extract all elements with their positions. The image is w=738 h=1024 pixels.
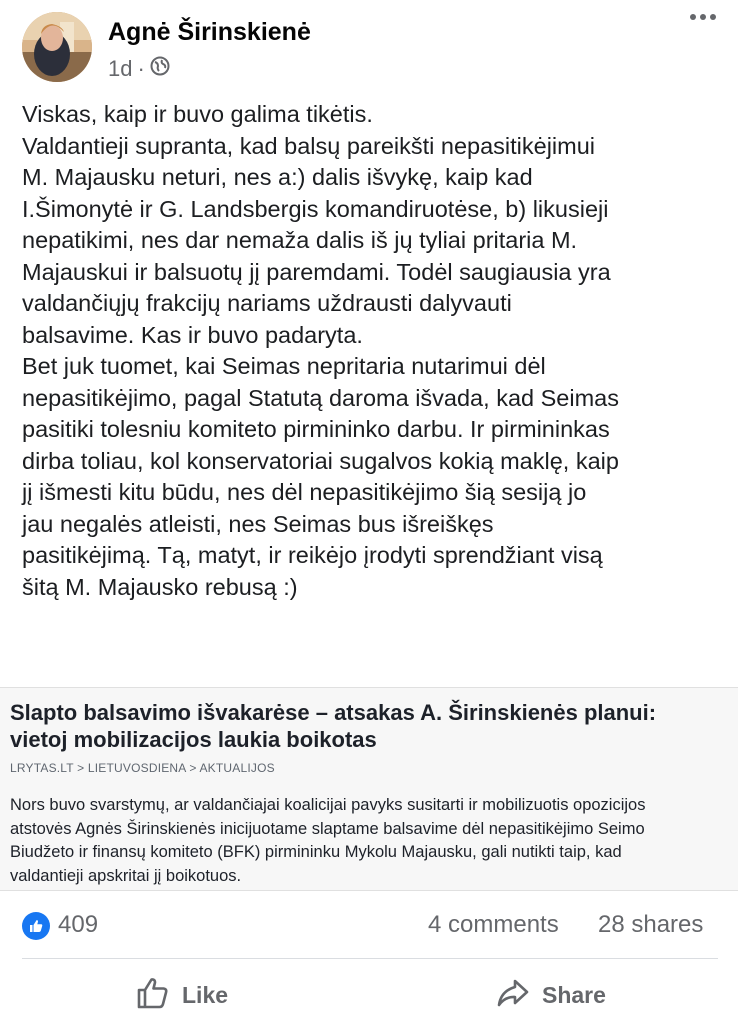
post-text-line: šitą M. Majausko rebusą :) (22, 573, 298, 600)
meta-separator: · (137, 56, 145, 81)
post-text-line: nepasitikėjimo, pagal Statutą daroma išvada, kad Seimas (22, 384, 619, 411)
author-name[interactable]: Agnė Širinskienė (108, 18, 311, 46)
post-text-line: Valdantieji supranta, kad balsų pareikšti nepasitikėjimui (22, 132, 596, 159)
post-text-line: pasitikėjimą. Tą, matyt, ir reikėjo įrodyti sprendžiant visą (22, 542, 603, 568)
post-header (0, 0, 738, 90)
post-text-line: jau negalės atleisti, nes Seimas bus išreiškęs (22, 510, 494, 537)
comments-count[interactable]: 4 comments (428, 911, 559, 938)
post-text-line: dirba toliau, kol konservatoriai sugalvos kokią maklę, kaip (22, 447, 619, 474)
shares-count[interactable]: 28 shares (598, 911, 704, 938)
link-title-line: Slapto balsavimo išvakarėse – atsakas A. Širinskienės planui: (10, 700, 657, 725)
like-count[interactable]: 409 (58, 911, 99, 938)
like-button[interactable] (136, 975, 228, 1015)
divider (22, 958, 718, 959)
post-time[interactable]: 1d (108, 56, 133, 81)
post-text-line: jį išmesti kitu būdu, nes dėl nepasitikėjimo šią sesiją jo (22, 479, 587, 505)
post-text (22, 99, 722, 603)
share-button-label: Share (542, 981, 606, 1008)
like-button-label: Like (182, 981, 229, 1008)
post-text-line: Viskas, kaip ir buvo galima tikėtis. (22, 101, 373, 127)
post-text-line: Bet juk tuomet, kai Seimas nepritaria nutarimui dėl (22, 353, 546, 379)
post-text-line: Majauskui ir balsuotų jį paremdami. Todėl saugiausia yra (22, 258, 611, 285)
post-text-line: nepatikimi, nes dar nemaža dalis iš jų tyliai pritaria M. (22, 227, 578, 253)
post-text-line: I.Šimonytė ir G. Landsbergis komandiruotėse, b) likusieji (22, 195, 609, 222)
post-text-line: pasitiki tolesniu komiteto pirmininko darbu. Ir pirmininkas (22, 416, 610, 442)
thumbs-up-icon (136, 976, 170, 1015)
link-source: LRYTAS.LT > LIETUVOSDIENA > AKTUALIJOS (10, 761, 275, 775)
post-text-line: valdančiųjų frakcijų nariams uždrausti dalyvauti (22, 290, 512, 316)
link-description-line: Biudžeto ir finansų komiteto (BFK) pirmininku Mykolu Majausku, gali nutikti taip, kad (10, 843, 622, 861)
avatar[interactable] (22, 12, 92, 82)
link-title[interactable] (10, 699, 730, 753)
link-preview-card[interactable] (0, 687, 738, 891)
post-text-line: balsavime. Kas ir buvo padaryta. (22, 321, 363, 348)
post-stats (0, 905, 738, 945)
link-description (10, 794, 735, 888)
share-button[interactable] (496, 975, 606, 1015)
post-meta (108, 56, 170, 82)
more-options-icon[interactable] (690, 14, 716, 20)
like-reaction-icon[interactable] (22, 912, 50, 940)
post-actions (0, 965, 738, 1024)
share-arrow-icon (496, 976, 530, 1015)
link-title-line: vietoj mobilizacijos laukia boikotas (10, 727, 377, 752)
link-description-line: Nors buvo svarstymų, ar valdančiajai koalicijai pavyks susitarti ir mobilizuotis opozicijos (10, 796, 646, 814)
post-text-line: M. Majausku neturi, nes a:) dalis išvykę, kaip kad (22, 164, 533, 190)
globe-icon (150, 56, 170, 82)
link-description-line: valdantieji apskritai jį boikotuos. (10, 866, 242, 885)
link-description-line: atstovės Agnės Širinskienės inicijuotame slaptame balsavime dėl nepasitikėjimo Seimo (10, 819, 645, 838)
